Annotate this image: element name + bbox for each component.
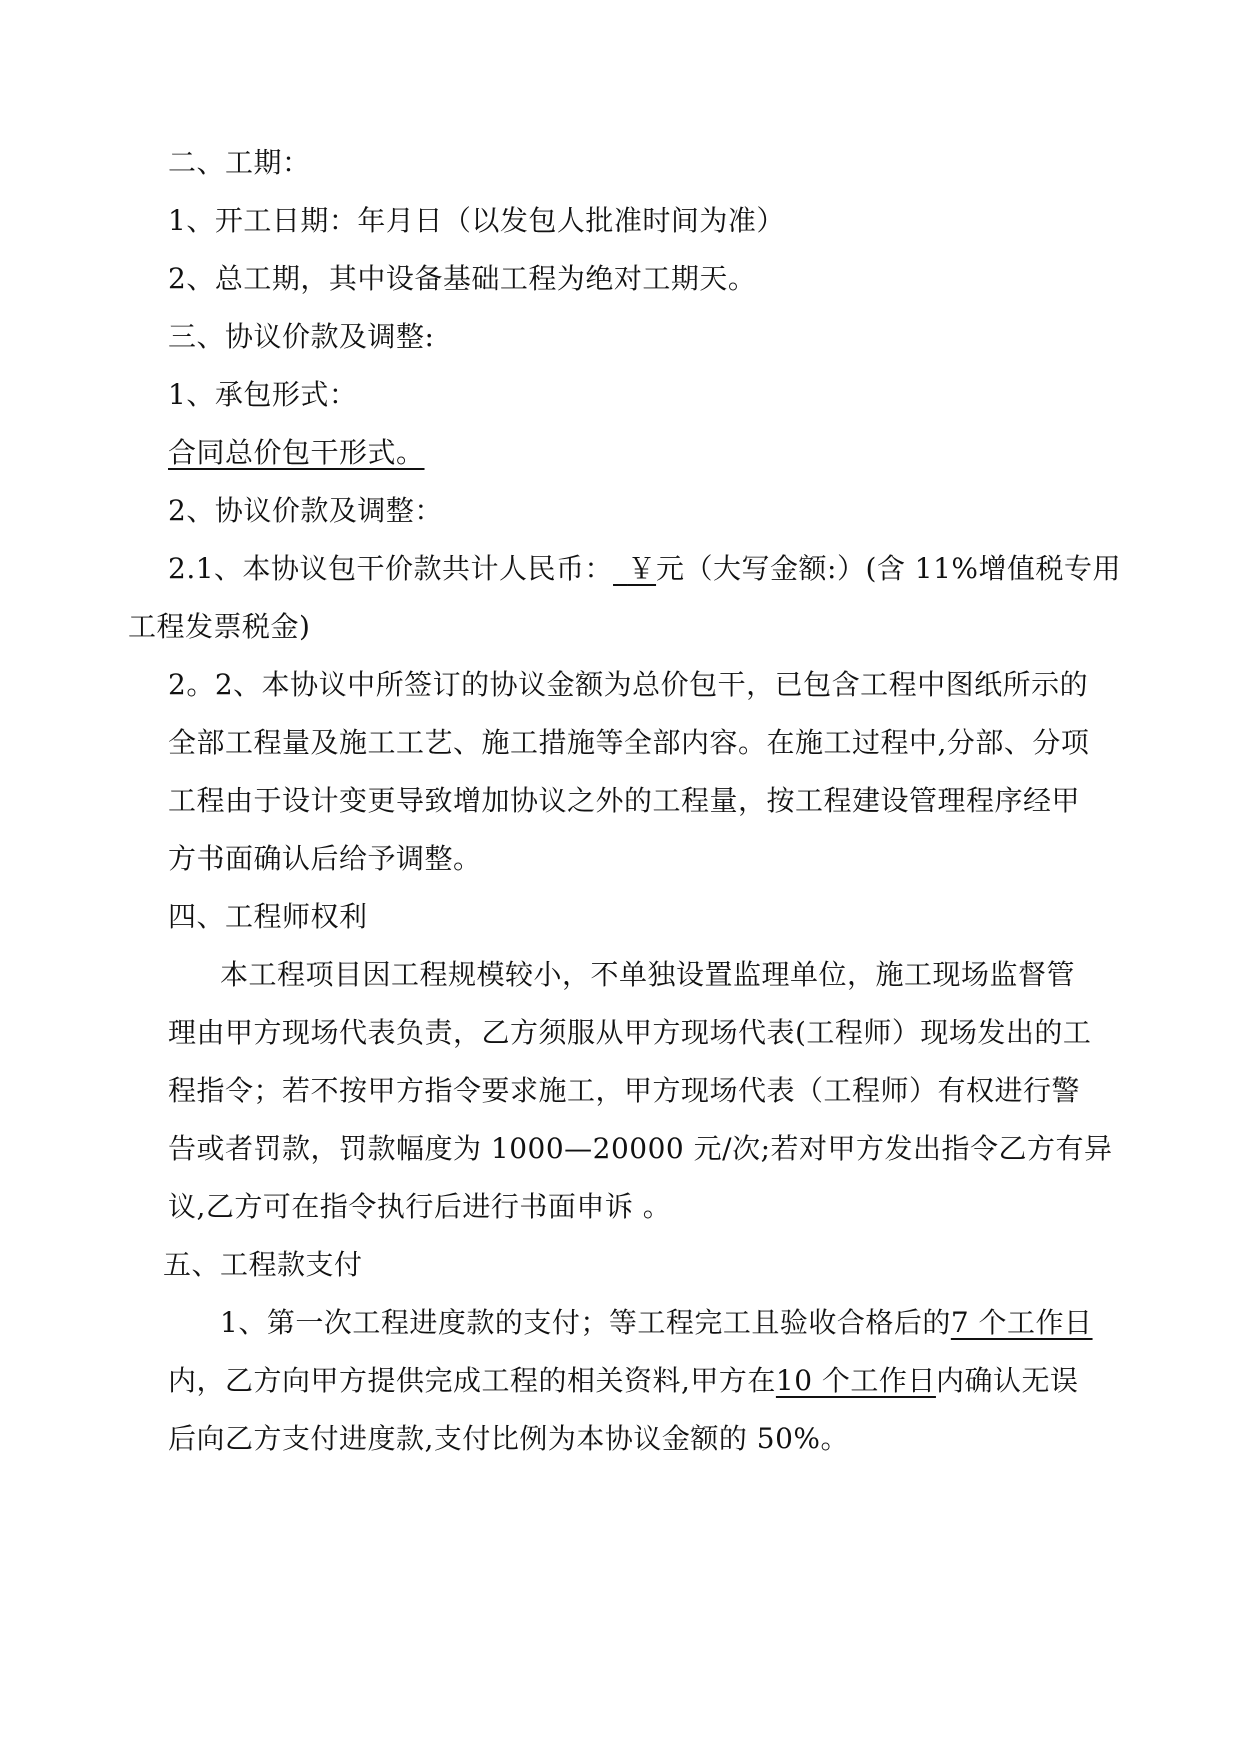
clause-2-2-line-1: 2。2、本协议中所签订的协议金额为总价包干，已包含工程中图纸所示的 — [168, 668, 1089, 701]
section-3-item-2: 2、协议价款及调整： — [168, 494, 443, 527]
confirmation-days: 10 个工作日 — [775, 1364, 936, 1397]
clause-2-1-continuation: 工程发票税金) — [128, 610, 311, 643]
section-2-item-1: 1、开工日期：年月日（以发包人批准时间为准） — [168, 204, 785, 237]
section-4-paragraph-line-1: 本工程项目因工程规模较小，不单独设置监理单位，施工现场监督管 — [220, 958, 1076, 991]
clause-2-2-line-2: 全部工程量及施工工艺、施工措施等全部内容。在施工过程中,分部、分项 — [168, 726, 1090, 759]
section-4-paragraph-line-2: 理由甲方现场代表负责，乙方须服从甲方现场代表(工程师）现场发出的工 — [168, 1016, 1092, 1049]
section-4-paragraph-line-3: 程指令；若不按甲方指令要求施工，甲方现场代表（工程师）有权进行警 — [168, 1074, 1081, 1107]
clause-2-1-prefix: 2.1、本协议包干价款共计人民币： — [168, 552, 614, 585]
section-5-paragraph-line-3: 后向乙方支付进度款,支付比例为本协议金额的 50%。 — [168, 1422, 850, 1455]
section-5-paragraph-line-1 — [220, 1305, 1093, 1341]
payment-text-1: 1、第一次工程进度款的支付；等工程完工且验收合格后的 — [220, 1306, 951, 1339]
section-4-heading: 四、工程师权利 — [168, 900, 368, 933]
clause-2-2-line-4: 方书面确认后给予调整。 — [168, 842, 482, 875]
section-4-paragraph-line-5: 议,乙方可在指令执行后进行书面申诉 。 — [168, 1190, 672, 1223]
price-currency: ￥ — [627, 552, 657, 585]
section-3-item-1: 1、承包形式： — [168, 378, 358, 411]
payment-text-2: 内，乙方向甲方提供完成工程的相关资料,甲方在 — [168, 1364, 776, 1397]
section-2-item-2: 2、总工期，其中设备基础工程为绝对工期天。 — [168, 262, 757, 295]
contract-form-value: 合同总价包干形式。 — [168, 436, 425, 469]
section-2-heading: 二、工期： — [168, 146, 311, 179]
clause-2-1-suffix: 元（大写金额:）(含 11%增值税专用 — [656, 552, 1122, 585]
clause-2-1 — [168, 551, 1121, 587]
acceptance-days: 7 个工作日 — [950, 1306, 1093, 1339]
section-4-paragraph-line-4: 告或者罚款，罚款幅度为 1000—20000 元/次;若对甲方发出指令乙方有异 — [168, 1132, 1113, 1165]
section-5-paragraph-line-2 — [168, 1363, 1078, 1399]
section-3-heading: 三、协议价款及调整: — [168, 320, 435, 353]
payment-text-3: 内确认无误 — [935, 1364, 1079, 1397]
section-5-heading: 五、工程款支付 — [163, 1248, 363, 1281]
clause-2-2-line-3: 工程由于设计变更导致增加协议之外的工程量，按工程建设管理程序经甲 — [168, 784, 1081, 817]
